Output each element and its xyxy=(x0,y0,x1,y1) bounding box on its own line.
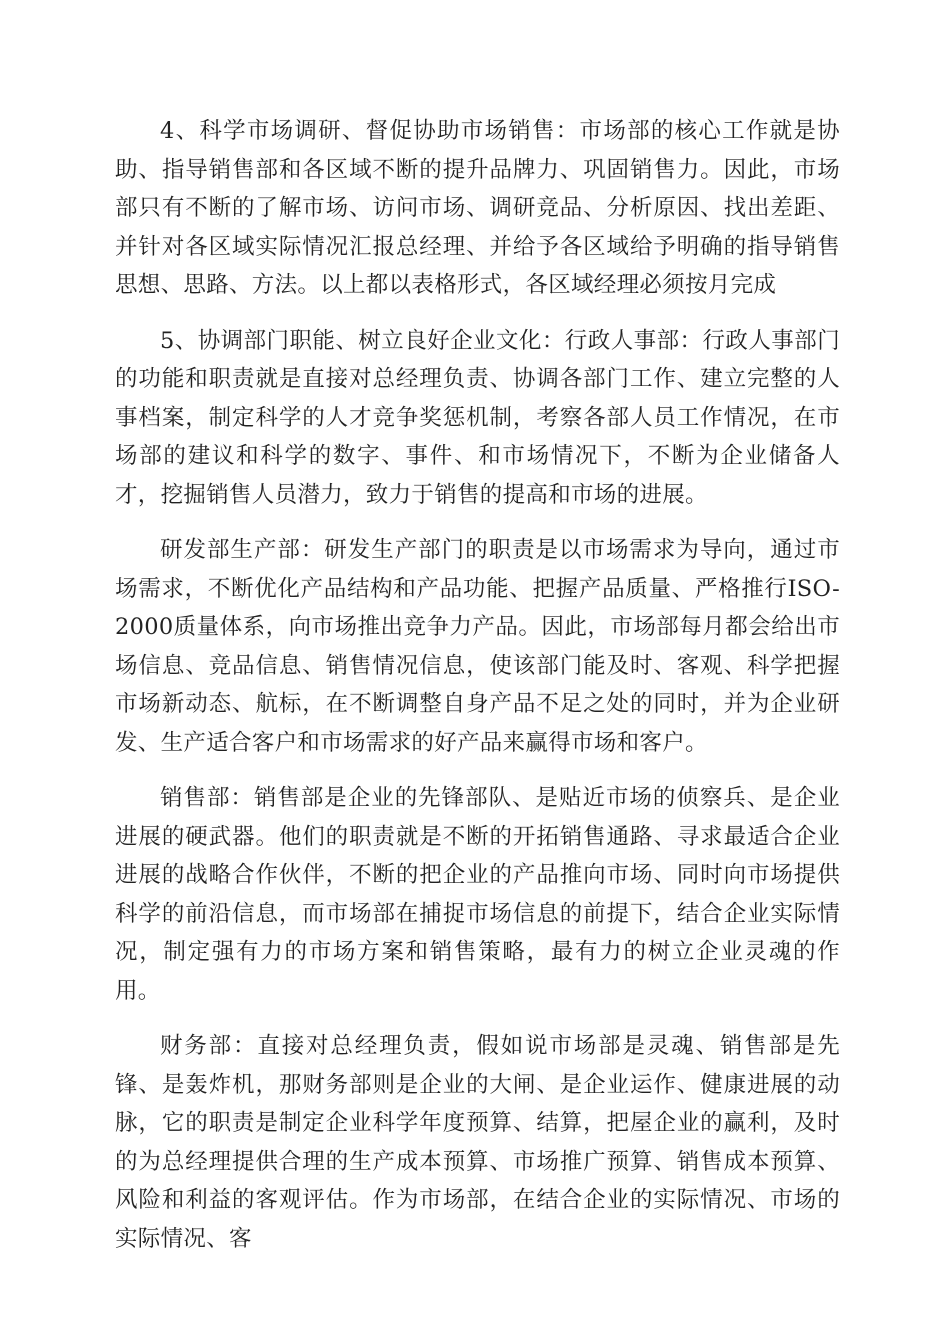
paragraph-department-coordination: 5、协调部门职能、树立良好企业文化：行政人事部：行政人事部门的功能和职责就是直接对总经理负责、协调各部门工作、建立完整的人事档案，制定科学的人才竞争奖惩机制，考察各部人员工作情况，在市场部的建议和科学的数字、事件、和市场情况下，不断为企业储备人才，挖掘销售人员潜力，致力于销售的提高和市场的进展。 xyxy=(115,327,840,508)
paragraph-sales-department: 销售部：销售部是企业的先锋部队、是贴近市场的侦察兵、是企业进展的硬武器。他们的职责就是不断的开拓销售通路、寻求最适合企业进展的战略合作伙伴，不断的把企业的产品推向市场、同时向市场提供科学的前沿信息，而市场部在捕捉市场信息的前提下，结合企业实际情况，制定强有力的市场方案和销售策略，最有力的树立企业灵魂的作用。 xyxy=(115,785,840,1004)
paragraph-finance-department: 财务部：直接对总经理负责，假如说市场部是灵魂、销售部是先锋、是轰炸机，那财务部则是企业的大闸、是企业运作、健康进展的动脉，它的职责是制定企业科学年度预算、结算，把屋企业的赢利，及时的为总经理提供合理的生产成本预算、市场推广预算、销售成本预算、风险和利益的客观评估。作为市场部，在结合企业的实际情况、市场的实际情况、客 xyxy=(115,1033,840,1252)
paragraph-rd-production: 研发部生产部：研发生产部门的职责是以市场需求为导向，通过市场需求，不断优化产品结构和产品功能、把握产品质量、严格推行ISO-2000质量体系，向市场推出竞争力产品。因此，市场部每月都会给出市场信息、竞品信息、销售情况信息，使该部门能及时、客观、科学把握市场新动态、航标，在不断调整自身产品不足之处的同时，并为企业研发、生产适合客户和市场需求的好产品来赢得市场和客户。 xyxy=(115,537,840,756)
paragraph-market-research: 4、科学市场调研、督促协助市场销售：市场部的核心工作就是协助、指导销售部和各区域不断的提升品牌力、巩固销售力。因此，市场部只有不断的了解市场、访问市场、调研竞品、分析原因、找出差距、并针对各区域实际情况汇报总经理、并给予各区域给予明确的指导销售思想、思路、方法。以上都以表格形式，各区域经理必须按月完成 xyxy=(115,118,840,298)
document-body xyxy=(115,112,840,1258)
